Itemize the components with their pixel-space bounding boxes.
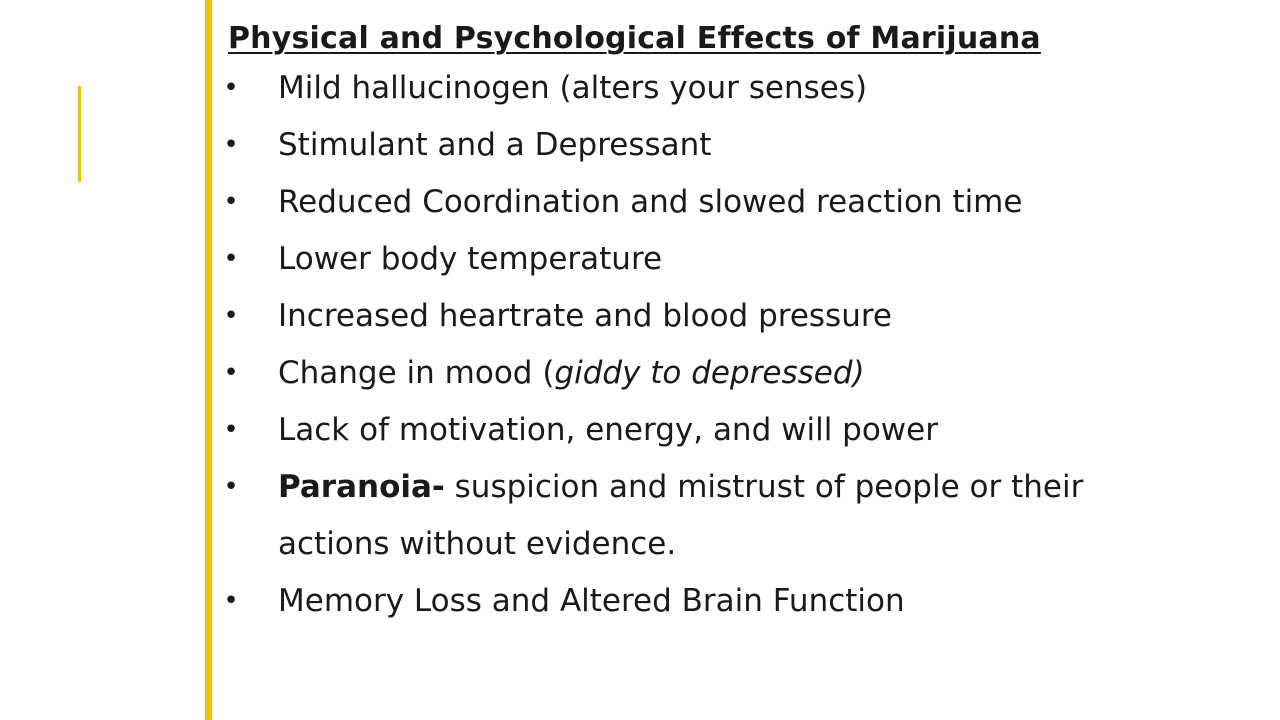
bullet-list — [223, 60, 1268, 630]
bullet-icon: • — [223, 586, 239, 616]
bullet-text: Lack of motivation, energy, and will power — [278, 412, 938, 448]
bullet-text-italic: giddy to depressed) — [554, 355, 865, 391]
bullet-text: Stimulant and a Depressant — [278, 127, 712, 163]
bullet-icon: • — [223, 244, 239, 274]
bullet-icon: • — [223, 358, 239, 388]
accent-bar-vertical — [205, 0, 212, 720]
bullet-text: Memory Loss and Altered Brain Function — [278, 583, 905, 619]
slide-content — [223, 18, 1268, 630]
bullet-item-coordination — [223, 174, 1268, 231]
slide-title: Physical and Psychological Effects of Marijuana — [228, 21, 1041, 56]
bullet-item-heartrate — [223, 288, 1268, 345]
bullet-text: Lower body temperature — [278, 241, 663, 277]
bullet-text: Increased heartrate and blood pressure — [278, 298, 892, 334]
bullet-text-prefix: Change in mood ( — [278, 355, 555, 391]
bullet-icon: • — [223, 472, 239, 502]
bullet-term: Paranoia- — [278, 469, 445, 505]
bullet-icon: • — [223, 187, 239, 217]
bullet-item-memory — [223, 573, 1268, 630]
bullet-item-hallucinogen — [223, 60, 1268, 117]
bullet-definition: suspicion and mistrust of people or their actions without evidence. — [278, 469, 1084, 562]
bullet-text: Reduced Coordination and slowed reaction time — [278, 184, 1023, 220]
bullet-item-paranoia — [223, 459, 1178, 573]
bullet-icon: • — [223, 301, 239, 331]
bullet-text: Mild hallucinogen (alters your senses) — [278, 70, 868, 106]
bullet-item-motivation — [223, 402, 1268, 459]
bullet-item-mood — [223, 345, 1268, 402]
bullet-item-temperature — [223, 231, 1268, 288]
bullet-icon: • — [223, 415, 239, 445]
bullet-icon: • — [223, 73, 239, 103]
bullet-icon: • — [223, 130, 239, 160]
bullet-item-stimulant — [223, 117, 1268, 174]
accent-bar-short — [78, 86, 81, 182]
